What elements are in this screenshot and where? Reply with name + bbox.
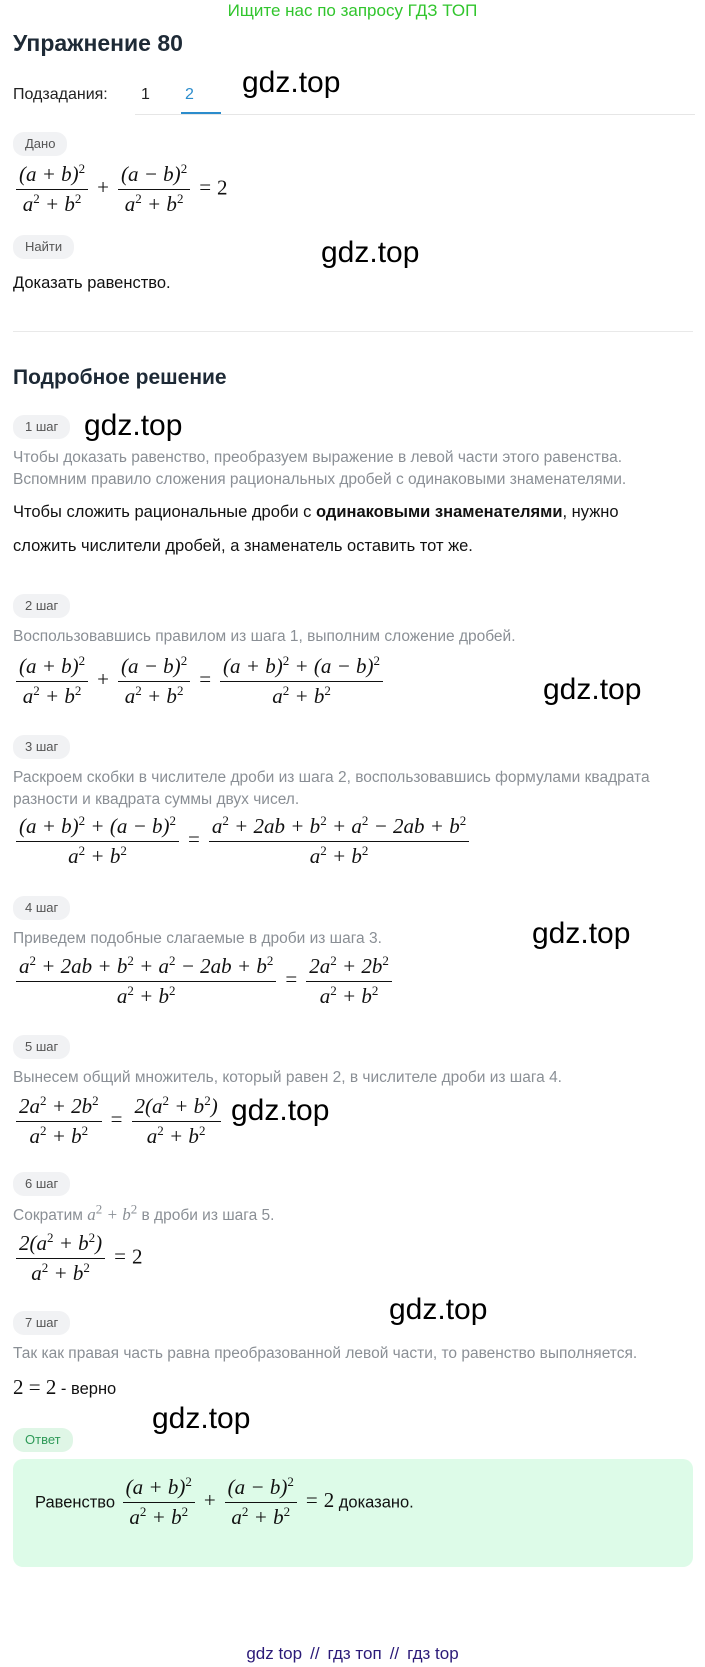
given-rhs: 2	[217, 175, 228, 200]
answer-statement: Равенство $\frac{(a + b)^2}{a^2 + b^2}$ + $\frac{(a - b)^2}{a^2 + b^2}$ = 2 доказано.	[35, 1474, 414, 1529]
page-title: Упражнение 80	[13, 30, 183, 56]
given-badge: Дано	[13, 132, 67, 156]
watermark: gdz.top	[242, 66, 341, 99]
step-1-rule-line2: сложить числители дробей, а знаменатель оставить тот же.	[13, 537, 473, 555]
footer-link-2[interactable]: гдз топ	[327, 1644, 382, 1663]
step-4-hint: Приведем подобные слагаемые в дроби из шага 3.	[13, 930, 382, 947]
step-1-hint-1: Чтобы доказать равенство, преобразуем выражение в левой части этого равенства.	[13, 449, 622, 466]
find-text: Доказать равенство.	[13, 274, 171, 292]
step-4-equation: $\frac{a^2 + 2ab + b^2 + a^2 - 2ab + b^2}{a^2 + b^2}$ = $\frac{2a^2 + 2b^2}{a^2 + b^2}$	[13, 954, 395, 1009]
subtask-tab-1[interactable]: 1	[141, 86, 150, 103]
step-2-badge: 2 шаг	[13, 594, 70, 618]
subtasks-label: Подзадания:	[13, 86, 108, 103]
step-6-equation: $\frac{2(a^2 + b^2)}{a^2 + b^2}$ = 2	[13, 1231, 143, 1286]
step-3-hint-1: Раскроем скобки в числителе дроби из шага 2, воспользовавшись формулами квадрата	[13, 769, 650, 786]
find-badge: Найти	[13, 235, 74, 259]
step-1-badge: 1 шаг	[13, 415, 70, 439]
footer-links: gdz top // гдз топ // гдз top	[246, 1644, 459, 1663]
step-7-result: 2 = 2 - верно	[13, 1375, 117, 1399]
active-tab-indicator	[181, 112, 221, 114]
step-3-equation: $\frac{(a + b)^2 + (a - b)^2}{a^2 + b^2}$ = $\frac{a^2 + 2ab + b^2 + a^2 - 2ab + b^2}{a^2 + b^2}$	[13, 814, 472, 869]
step-3-hint-2: разности и квадрата суммы двух чисел.	[13, 791, 300, 808]
watermark: gdz.top	[152, 1402, 251, 1435]
step-2-equation: $\frac{(a + b)^2}{a^2 + b^2}$ + $\frac{(a - b)^2}{a^2 + b^2}$ = $\frac{(a + b)^2 + (a - b)^2}{a^2 + b^2}$	[13, 654, 386, 709]
watermark: gdz.top	[321, 236, 420, 269]
step-5-hint: Вынесем общий множитель, который равен 2, в числителе дроби из шага 4.	[13, 1069, 562, 1086]
section-divider	[13, 331, 693, 332]
step-7-badge: 7 шаг	[13, 1311, 70, 1335]
watermark: gdz.top	[84, 409, 183, 442]
watermark: gdz.top	[532, 917, 631, 950]
step-5-badge: 5 шаг	[13, 1035, 70, 1059]
step-2-hint: Воспользовавшись правилом из шага 1, выполним сложение дробей.	[13, 628, 516, 645]
footer-link-3[interactable]: гдз top	[407, 1644, 459, 1663]
given-equation: $\frac{(a + b)^2}{a^2 + b^2}$ + $\frac{(a - b)^2}{a^2 + b^2}$ = 2	[13, 162, 228, 217]
step-6-hint: Сократим $a^2 + b^2$ в дроби из шага 5.	[13, 1201, 275, 1224]
subtask-tab-2[interactable]: 2	[185, 86, 194, 103]
watermark: gdz.top	[231, 1094, 330, 1127]
step-6-badge: 6 шаг	[13, 1172, 70, 1196]
solution-title: Подробное решение	[13, 366, 227, 389]
step-7-hint: Так как правая часть равна преобразованной левой части, то равенство выполняется.	[13, 1345, 638, 1362]
step-1-rule: Чтобы сложить рациональные дроби с одинаковыми знаменателями, нужно	[13, 503, 619, 521]
step-5-equation: $\frac{2a^2 + 2b^2}{a^2 + b^2}$ = $\frac{2(a^2 + b^2)}{a^2 + b^2}$	[13, 1094, 224, 1149]
promo-banner[interactable]: Ищите нас по запросу ГДЗ ТОП	[227, 1, 478, 20]
step-1-hint-2: Вспомним правило сложения рациональных дробей с одинаковыми знаменателями.	[13, 471, 627, 488]
footer-link-1[interactable]: gdz top	[246, 1644, 303, 1663]
answer-badge: Ответ	[13, 1428, 73, 1452]
watermark: gdz.top	[389, 1293, 488, 1326]
subtasks-tabbar	[135, 72, 695, 115]
watermark: gdz.top	[543, 673, 642, 706]
step-4-badge: 4 шаг	[13, 896, 70, 920]
step-3-badge: 3 шаг	[13, 735, 70, 759]
